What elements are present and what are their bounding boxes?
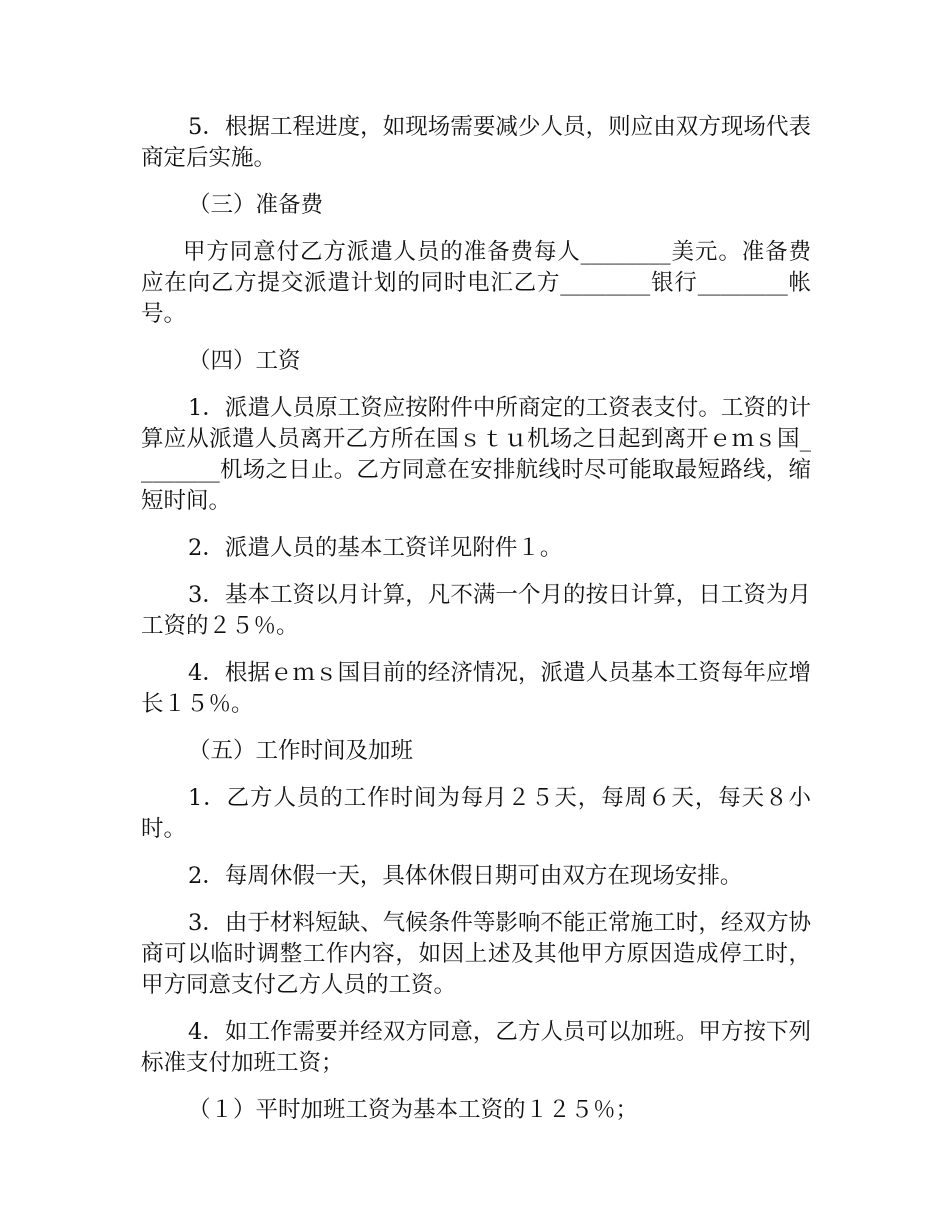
hours-clause-3: 3．由于材料短缺、气候条件等影响不能正常施工时，经双方协商可以临时调整工作内容，如因上述及其他甲方原因造成停工时，甲方同意支付乙方人员的工资。 <box>141 910 811 998</box>
hours-clause-4: 4．如工作需要并经双方同意，乙方人员可以加班。甲方按下列标准支付加班工资； <box>141 1019 811 1076</box>
section-heading-working-hours: （五）工作时间及加班 <box>188 738 414 764</box>
clause-5-reduce-staff: 5．根据工程进度，如现场需要减少人员，则应由双方现场代表商定后实施。 <box>141 114 811 171</box>
hours-clause-2: 2．每周休假一天，具体休假日期可由双方在现场安排。 <box>188 863 743 889</box>
wages-clause-4: 4．根据ｅｍｓ国目前的经济情况，派遣人员基本工资每年应增长１５％。 <box>141 660 811 717</box>
wages-clause-1: 1．派遣人员原工资应按附件中所商定的工资表支付。工资的计算应从派遣人员离开乙方所在国ｓｔｕ机场之日起到离开ｅｍｓ国________机场之日止。乙方同意在安排航线时尽可能取最短路线，缩短时间。 <box>141 395 811 514</box>
document-body <box>141 112 811 1142</box>
overtime-item-1: （１）平时加班工资为基本工资的１２５％； <box>188 1097 639 1123</box>
wages-clause-2: 2．派遣人员的基本工资详见附件１。 <box>188 535 563 561</box>
section-heading-wages: （四）工资 <box>188 348 301 374</box>
section-heading-preparation-fee: （三）准备费 <box>188 192 324 218</box>
preparation-fee-paragraph: 甲方同意付乙方派遣人员的准备费每人________美元。准备费应在向乙方提交派遣计划的同时电汇乙方________银行________帐号。 <box>141 239 811 327</box>
hours-clause-1: 1．乙方人员的工作时间为每月２５天，每周６天，每天８小时。 <box>141 785 811 842</box>
wages-clause-3: 3．基本工资以月计算，凡不满一个月的按日计算，日工资为月工资的２５％。 <box>141 582 811 639</box>
